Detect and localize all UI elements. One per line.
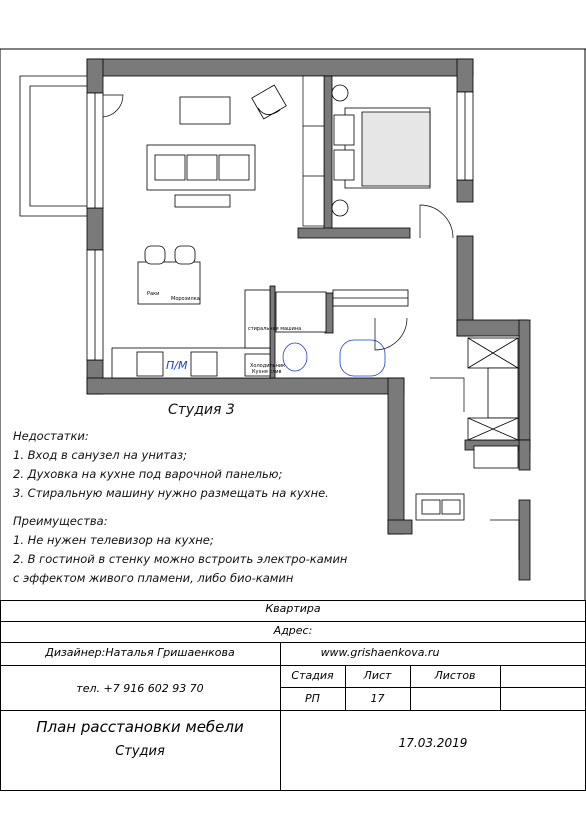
- corridor-wardrobe: [468, 338, 518, 468]
- hall-bench: [416, 494, 464, 520]
- corridor-door: [430, 378, 464, 412]
- advantage-item: 1. Не нужен телевизор на кухне;: [13, 533, 214, 547]
- entrance-door: [490, 520, 519, 560]
- drawing-title: План расстановки мебели: [36, 718, 244, 736]
- advantages-title: Преимущества:: [13, 514, 108, 528]
- stage-header: Стадия: [291, 669, 334, 682]
- cooktop-table-label: Морозилка: [171, 296, 200, 302]
- wardrobe-living: [303, 76, 324, 226]
- apartment-label: Квартира: [265, 602, 321, 615]
- bathroom: [276, 290, 408, 376]
- bedroom-door: [420, 205, 453, 238]
- title-block: [0, 600, 586, 790]
- coffee-table: [180, 97, 230, 124]
- sink-table-label: Раки: [147, 291, 160, 297]
- advantage-item: 2. В гостиной в стенку можно встроить электро-камин: [13, 552, 348, 566]
- balcony-door: [103, 95, 123, 117]
- sofa: [147, 145, 255, 207]
- date-label: 17.03.2019: [398, 736, 468, 750]
- armchair: [252, 85, 287, 119]
- kitchen-pm-label: П/М: [166, 359, 188, 372]
- designer-label: Дизайнер:Наталья Гришаенкова: [45, 646, 235, 659]
- disadvantage-item: 3. Стиральную машину нужно размещать на кухне.: [13, 486, 329, 500]
- sheet-header: Лист: [363, 669, 392, 682]
- washer-note-label: стиральная машина: [248, 326, 302, 332]
- bed: [332, 85, 430, 216]
- disadvantage-item: 1. Вход в санузел на унитаз;: [13, 448, 188, 462]
- address-label: Адрес:: [273, 624, 313, 637]
- drawing-subtitle: Студия: [115, 744, 165, 759]
- disadvantage-item: 2. Духовка на кухне под варочной панелью;: [13, 467, 283, 481]
- advantage-item: с эффектом живого пламени, либо био-камин: [13, 571, 294, 585]
- notes-block: [13, 427, 393, 588]
- phone-label: тел. +7 916 602 93 70: [76, 682, 204, 695]
- plan-caption: Студия 3: [168, 402, 235, 418]
- sheet-value: 17: [370, 692, 385, 705]
- sheets-header: Листов: [434, 669, 476, 682]
- disadvantages-title: Недостатки:: [13, 429, 89, 443]
- website-label: www.grishaenkova.ru: [320, 646, 440, 659]
- shelf-label: Кухня слив: [252, 369, 282, 375]
- stage-value: РП: [305, 692, 320, 705]
- fridge-label: Холодильник: [250, 363, 286, 369]
